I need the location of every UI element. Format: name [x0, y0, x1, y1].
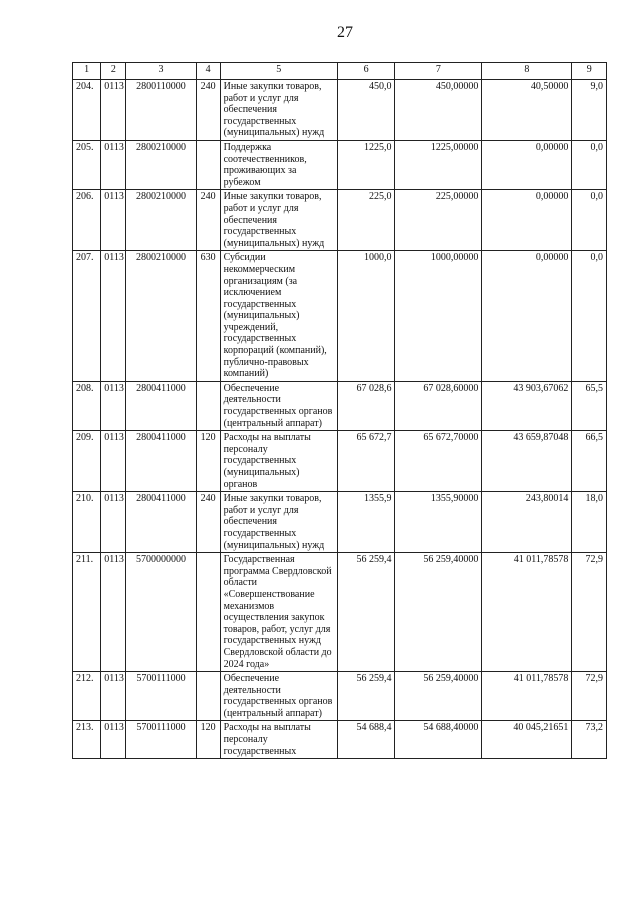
expense-type-code — [196, 381, 220, 430]
section-code: 0113 — [101, 431, 126, 492]
expense-type-code: 240 — [196, 80, 220, 141]
column-header: 3 — [126, 63, 196, 80]
value-col-7: 225,00000 — [395, 190, 482, 251]
section-code: 0113 — [101, 721, 126, 759]
table-row — [73, 80, 607, 141]
expense-type-code — [196, 140, 220, 189]
value-col-9: 0,0 — [572, 190, 607, 251]
value-col-9: 73,2 — [572, 721, 607, 759]
value-col-8: 43 659,87048 — [482, 431, 572, 492]
value-col-7: 65 672,70000 — [395, 431, 482, 492]
value-col-9: 0,0 — [572, 140, 607, 189]
expense-description: Обеспечение деятельности государственных органов (центральный аппарат) — [220, 381, 337, 430]
row-number: 213. — [73, 721, 101, 759]
section-code: 0113 — [101, 80, 126, 141]
value-col-6: 1000,0 — [337, 251, 395, 382]
value-col-6: 225,0 — [337, 190, 395, 251]
table-row — [73, 381, 607, 430]
value-col-8: 43 903,67062 — [482, 381, 572, 430]
table-row — [73, 553, 607, 672]
section-code: 0113 — [101, 672, 126, 721]
section-code: 0113 — [101, 492, 126, 553]
value-col-6: 65 672,7 — [337, 431, 395, 492]
target-article-code: 5700111000 — [126, 672, 196, 721]
value-col-7: 56 259,40000 — [395, 672, 482, 721]
target-article-code: 2800110000 — [126, 80, 196, 141]
table-row — [73, 721, 607, 759]
column-header: 9 — [572, 63, 607, 80]
target-article-code: 2800210000 — [126, 140, 196, 189]
value-col-6: 1355,9 — [337, 492, 395, 553]
expense-type-code: 120 — [196, 721, 220, 759]
value-col-8: 0,00000 — [482, 190, 572, 251]
expense-type-code — [196, 553, 220, 672]
expense-type-code: 120 — [196, 431, 220, 492]
value-col-8: 40,50000 — [482, 80, 572, 141]
value-col-7: 450,00000 — [395, 80, 482, 141]
column-header: 2 — [101, 63, 126, 80]
section-code: 0113 — [101, 190, 126, 251]
column-header: 6 — [337, 63, 395, 80]
expense-type-code: 240 — [196, 190, 220, 251]
expense-description: Расходы на выплаты персоналу государственных — [220, 721, 337, 759]
page-number: 27 — [337, 24, 353, 41]
row-number: 208. — [73, 381, 101, 430]
column-header: 8 — [482, 63, 572, 80]
target-article-code: 2800411000 — [126, 381, 196, 430]
section-code: 0113 — [101, 251, 126, 382]
value-col-9: 0,0 — [572, 251, 607, 382]
expense-description: Иные закупки товаров, работ и услуг для обеспечения государственных (муниципальных) нужд — [220, 190, 337, 251]
value-col-6: 450,0 — [337, 80, 395, 141]
section-code: 0113 — [101, 140, 126, 189]
section-code: 0113 — [101, 553, 126, 672]
row-number: 209. — [73, 431, 101, 492]
expense-description: Поддержка соотечественников, проживающих за рубежом — [220, 140, 337, 189]
table-header-row — [73, 63, 607, 80]
column-header: 1 — [73, 63, 101, 80]
value-col-7: 1000,00000 — [395, 251, 482, 382]
value-col-7: 1355,90000 — [395, 492, 482, 553]
target-article-code: 2800210000 — [126, 190, 196, 251]
column-header: 4 — [196, 63, 220, 80]
value-col-6: 56 259,4 — [337, 553, 395, 672]
value-col-9: 65,5 — [572, 381, 607, 430]
value-col-7: 54 688,40000 — [395, 721, 482, 759]
row-number: 211. — [73, 553, 101, 672]
column-header: 5 — [220, 63, 337, 80]
expense-type-code: 630 — [196, 251, 220, 382]
value-col-8: 41 011,78578 — [482, 553, 572, 672]
row-number: 204. — [73, 80, 101, 141]
value-col-8: 0,00000 — [482, 140, 572, 189]
table-row — [73, 431, 607, 492]
table-row — [73, 672, 607, 721]
row-number: 206. — [73, 190, 101, 251]
value-col-9: 18,0 — [572, 492, 607, 553]
expense-description: Иные закупки товаров, работ и услуг для обеспечения государственных (муниципальных) нужд — [220, 492, 337, 553]
expense-description: Расходы на выплаты персоналу государственных (муниципальных) органов — [220, 431, 337, 492]
value-col-7: 1225,00000 — [395, 140, 482, 189]
expense-description: Иные закупки товаров, работ и услуг для обеспечения государственных (муниципальных) нужд — [220, 80, 337, 141]
target-article-code: 2800411000 — [126, 431, 196, 492]
section-code: 0113 — [101, 381, 126, 430]
table-row — [73, 251, 607, 382]
table-row — [73, 492, 607, 553]
value-col-6: 1225,0 — [337, 140, 395, 189]
value-col-6: 67 028,6 — [337, 381, 395, 430]
column-header: 7 — [395, 63, 482, 80]
target-article-code: 5700111000 — [126, 721, 196, 759]
expense-description: Обеспечение деятельности государственных органов (центральный аппарат) — [220, 672, 337, 721]
value-col-9: 72,9 — [572, 672, 607, 721]
budget-table — [72, 62, 607, 759]
row-number: 205. — [73, 140, 101, 189]
value-col-7: 56 259,40000 — [395, 553, 482, 672]
value-col-6: 54 688,4 — [337, 721, 395, 759]
expense-type-code — [196, 672, 220, 721]
target-article-code: 2800411000 — [126, 492, 196, 553]
expense-description: Субсидии некоммерческим организациям (за исключением государственных (муниципальных) учреждений, государственных корпораций (компаний), публично-правовых компаний) — [220, 251, 337, 382]
value-col-9: 66,5 — [572, 431, 607, 492]
row-number: 212. — [73, 672, 101, 721]
row-number: 207. — [73, 251, 101, 382]
value-col-8: 0,00000 — [482, 251, 572, 382]
target-article-code: 5700000000 — [126, 553, 196, 672]
table-row — [73, 140, 607, 189]
table-row — [73, 190, 607, 251]
value-col-7: 67 028,60000 — [395, 381, 482, 430]
expense-description: Государственная программа Свердловской области «Совершенствование механизмов осуществления закупок товаров, работ, услуг для государственных нужд Свердловской области до 2024 года» — [220, 553, 337, 672]
value-col-9: 9,0 — [572, 80, 607, 141]
value-col-8: 243,80014 — [482, 492, 572, 553]
value-col-6: 56 259,4 — [337, 672, 395, 721]
target-article-code: 2800210000 — [126, 251, 196, 382]
value-col-8: 41 011,78578 — [482, 672, 572, 721]
value-col-8: 40 045,21651 — [482, 721, 572, 759]
expense-type-code: 240 — [196, 492, 220, 553]
value-col-9: 72,9 — [572, 553, 607, 672]
row-number: 210. — [73, 492, 101, 553]
